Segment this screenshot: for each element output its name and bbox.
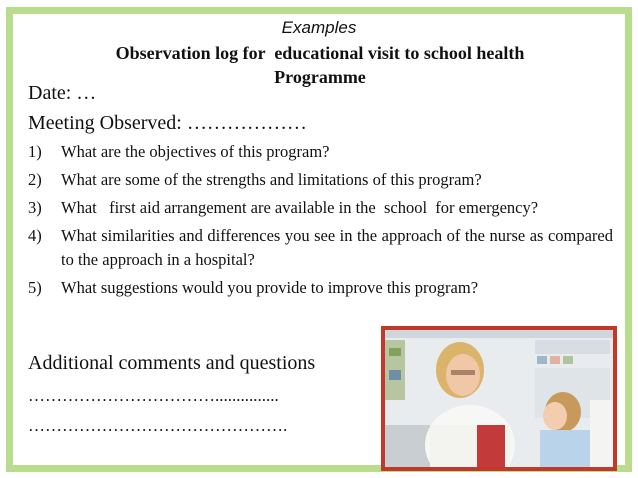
date-field: Date: … xyxy=(28,82,97,104)
question-text: What similarities and differences you see in the approach of the nurse as compared to the approach in a hospital? xyxy=(61,226,613,269)
question-list xyxy=(28,140,613,304)
question-number: 3) xyxy=(28,198,42,217)
examples-label: Examples xyxy=(281,18,357,37)
dotted-line-1: ……………………………............... xyxy=(28,386,279,405)
question-number: 2) xyxy=(28,170,42,189)
list-item xyxy=(28,224,613,272)
question-number: 1) xyxy=(28,142,42,161)
question-text: What are some of the strengths and limitations of this program? xyxy=(61,170,482,189)
question-text: What suggestions would you provide to improve this program? xyxy=(61,278,479,297)
dotted-line-2: ………………………………………. xyxy=(28,416,288,435)
nurse-child-photo xyxy=(381,326,617,471)
photo-illustration xyxy=(385,330,613,467)
title-line-1: Observation log for educational visit to school health xyxy=(115,43,525,63)
question-number: 5) xyxy=(28,278,42,297)
comments-heading: Additional comments and questions xyxy=(28,352,316,374)
question-text: What are the objectives of this program? xyxy=(61,142,330,161)
list-item xyxy=(28,140,613,164)
title-line-2: Programme xyxy=(274,67,366,87)
question-number: 4) xyxy=(28,226,42,245)
meeting-observed-field: Meeting Observed: ……………… xyxy=(28,112,307,134)
page-title xyxy=(60,41,580,89)
list-item xyxy=(28,196,613,220)
question-text: What first aid arrangement are available in the school for emergency? xyxy=(61,198,539,217)
list-item xyxy=(28,276,613,300)
list-item xyxy=(28,168,613,192)
